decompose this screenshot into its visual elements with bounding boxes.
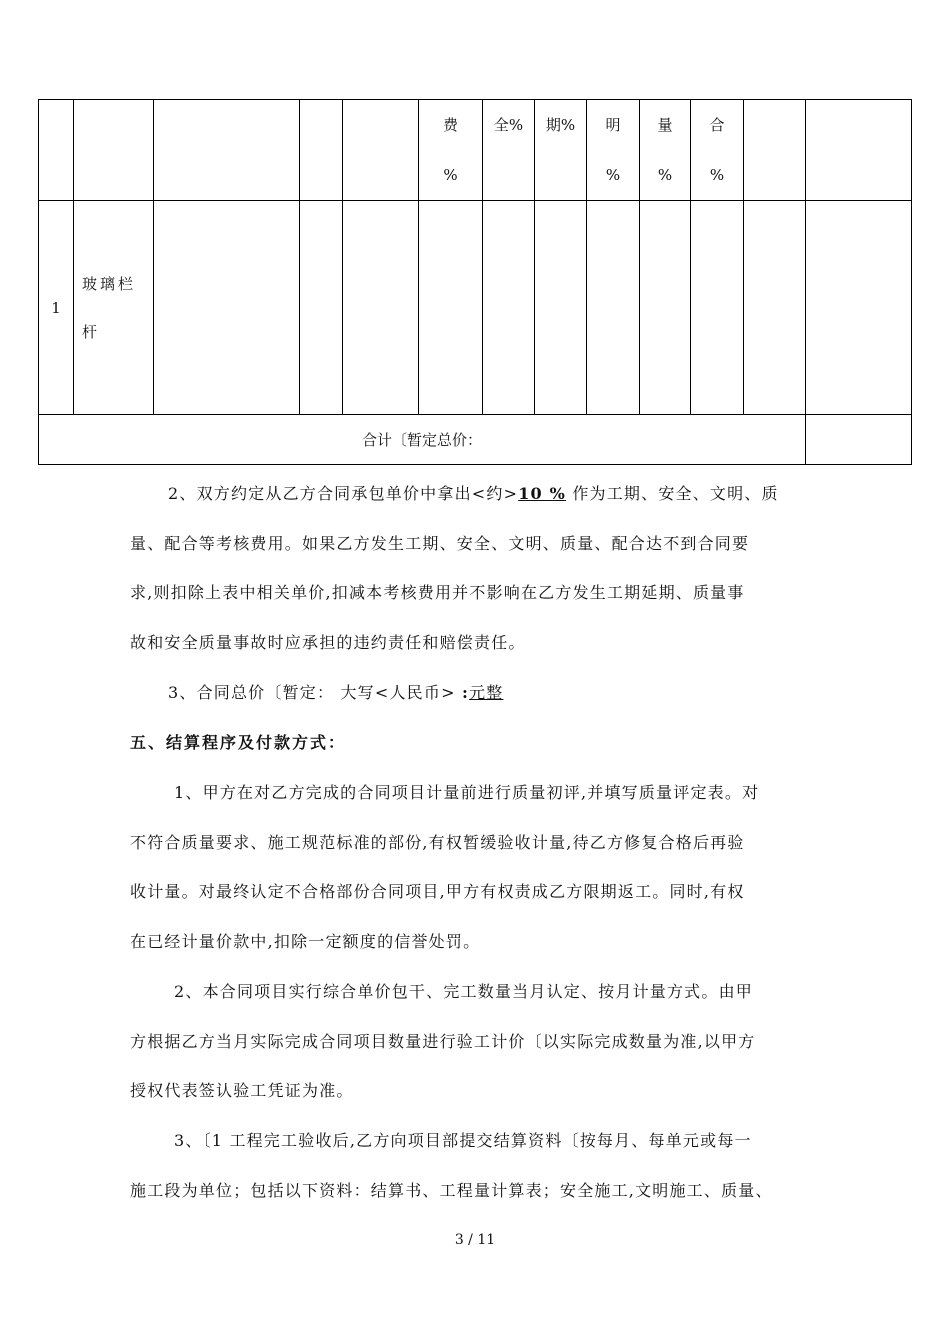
settlement-2-line-1: 2、本合同项目实行综合单价包干、完工数量当月认定、按月计量方式。由甲	[174, 982, 753, 1001]
percent-value: 10 %	[518, 484, 567, 503]
table-cell	[419, 201, 483, 415]
settlement-3-line-1: 3、〔1 工程完工验收后,乙方向项目部提交结算资料〔按每月、每单元或每一	[174, 1131, 752, 1150]
table-cell	[39, 100, 74, 201]
table-cell	[744, 201, 806, 415]
settlement-2-line-3: 授权代表签认验工凭证为准。	[130, 1081, 354, 1100]
table-cell	[587, 201, 640, 415]
page-number: 3 / 11	[454, 1232, 496, 1248]
table-cell	[691, 201, 744, 415]
header-cell-safety: 全%	[483, 100, 535, 201]
clause-3-total-price: 3、合同总价〔暂定： 大写<人民币> :元整	[168, 683, 504, 702]
settlement-1-line-1: 1、甲方在对乙方完成的合同项目计量前进行质量初评,并填写质量评定表。对	[174, 783, 760, 802]
table-cell	[483, 201, 535, 415]
header-cell-civility: 明 %	[587, 100, 640, 201]
table-header-row	[39, 100, 912, 201]
table-cell	[535, 201, 587, 415]
table-cell	[806, 100, 912, 201]
table-cell	[300, 201, 343, 415]
header-cell-fee: 费 %	[419, 100, 483, 201]
table-total-row	[39, 415, 912, 465]
clause-2-line-3: 求,则扣除上表中相关单价,扣减本考核费用并不影响在乙方发生工期延期、质量事	[130, 583, 745, 602]
table-cell	[806, 201, 912, 415]
settlement-1-line-3: 收计量。对最终认定不合格部份合同项目,甲方有权责成乙方限期返工。同时,有权	[130, 882, 745, 901]
settlement-3-line-2: 施工段为单位；包括以下资料：结算书、工程量计算表；安全施工,文明施工、质量、	[130, 1181, 773, 1200]
header-cell-cooperation: 合 %	[691, 100, 744, 201]
total-value	[806, 415, 912, 465]
header-cell-schedule: 期%	[535, 100, 587, 201]
settlement-1-line-4: 在已经计量价款中,扣除一定额度的信誉处罚。	[130, 932, 481, 951]
pricing-table	[38, 99, 912, 465]
section-heading: 五、结算程序及付款方式：	[130, 733, 347, 752]
table-row	[39, 201, 912, 415]
clause-2-line-2: 量、配合等考核费用。如果乙方发生工期、安全、文明、质量、配合达不到合同要	[130, 534, 750, 553]
row-index: 1	[39, 201, 74, 415]
settlement-2-line-2: 方根据乙方当月实际完成合同项目数量进行验工计价〔以实际完成数量为准,以甲方	[130, 1032, 756, 1051]
table-cell	[744, 100, 806, 201]
table-cell	[343, 100, 419, 201]
table-cell	[640, 201, 691, 415]
clause-2-line-4: 故和安全质量事故时应承担的违约责任和赔偿责任。	[130, 633, 526, 652]
row-item-name: 玻璃栏杆	[74, 201, 154, 415]
total-label: 合计〔暂定总价：	[39, 415, 806, 465]
table-cell	[300, 100, 343, 201]
settlement-1-line-2: 不符合质量要求、施工规范标准的部份,有权暂缓验收计量,待乙方修复合格后再验	[130, 833, 745, 852]
table-cell	[154, 100, 300, 201]
table-cell	[343, 201, 419, 415]
table-cell	[74, 100, 154, 201]
header-cell-quality: 量 %	[640, 100, 691, 201]
table-cell	[154, 201, 300, 415]
clause-2-line-1: 2、双方约定从乙方合同承包单价中拿出<约>10 % 作为工期、安全、文明、质	[168, 484, 779, 503]
